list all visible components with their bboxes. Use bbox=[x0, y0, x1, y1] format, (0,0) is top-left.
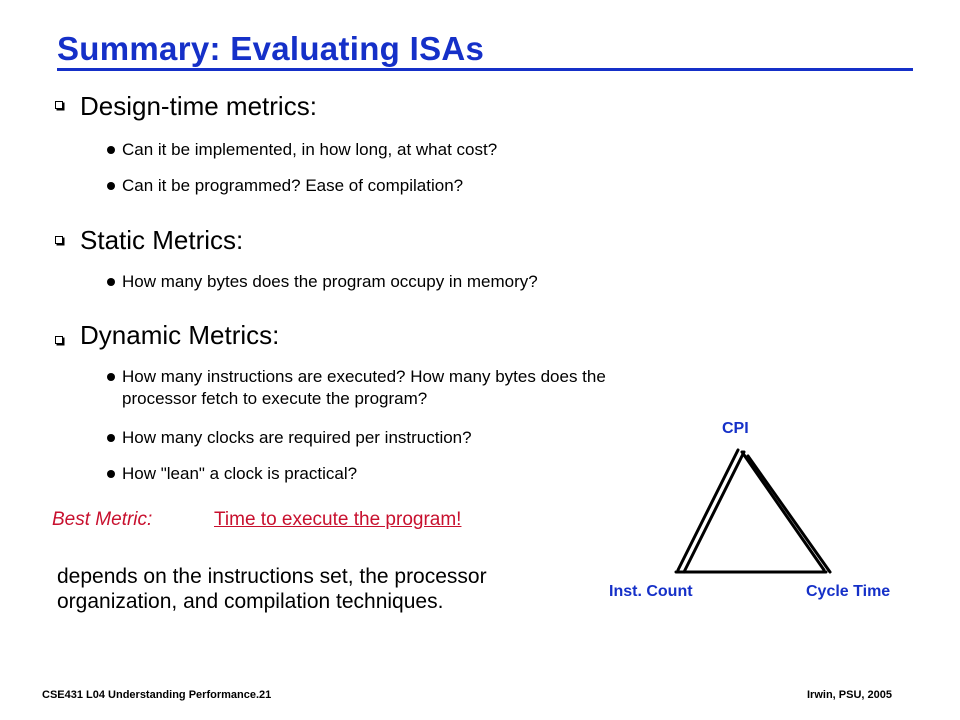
triangle-right-edge bbox=[748, 456, 830, 572]
section-heading-static: Static Metrics: bbox=[80, 225, 244, 255]
bullet-item: Can it be programmed? Ease of compilation? bbox=[122, 176, 464, 195]
best-metric-value: Time to execute the program! bbox=[214, 509, 462, 530]
footer-course-label: CSE431 L04 Understanding Performance.21 bbox=[42, 689, 272, 701]
depends-text: depends on the instructions set, the processor organization, and compilation techniques. bbox=[57, 565, 487, 613]
best-metric-label: Best Metric: bbox=[52, 509, 153, 530]
footer-author: Irwin, PSU, 2005 bbox=[807, 689, 892, 701]
section-heading-design-time: Design-time metrics: bbox=[80, 91, 317, 121]
bullet-item-continuation: processor fetch to execute the program? bbox=[122, 389, 428, 408]
section-heading-dynamic: Dynamic Metrics: bbox=[80, 320, 280, 350]
triangle-left-edge bbox=[678, 450, 738, 570]
triangle-right-edge bbox=[742, 452, 824, 570]
slide-title: Summary: Evaluating ISAs bbox=[57, 30, 485, 67]
triangle-label-cycle-time: Cycle Time bbox=[806, 583, 891, 600]
bullet-item: Can it be implemented, in how long, at what cost? bbox=[122, 140, 498, 159]
bullet-item: How many clocks are required per instruction? bbox=[122, 428, 472, 447]
triangle-label-inst-count: Inst. Count bbox=[609, 583, 693, 600]
triangle-label-cpi: CPI bbox=[722, 420, 749, 437]
bullet-item: How "lean" a clock is practical? bbox=[122, 464, 358, 483]
bullet-item: How many bytes does the program occupy in memory? bbox=[122, 272, 538, 291]
bullet-item: How many instructions are executed? How many bytes does the bbox=[122, 367, 606, 386]
triangle-left-edge bbox=[684, 452, 744, 572]
